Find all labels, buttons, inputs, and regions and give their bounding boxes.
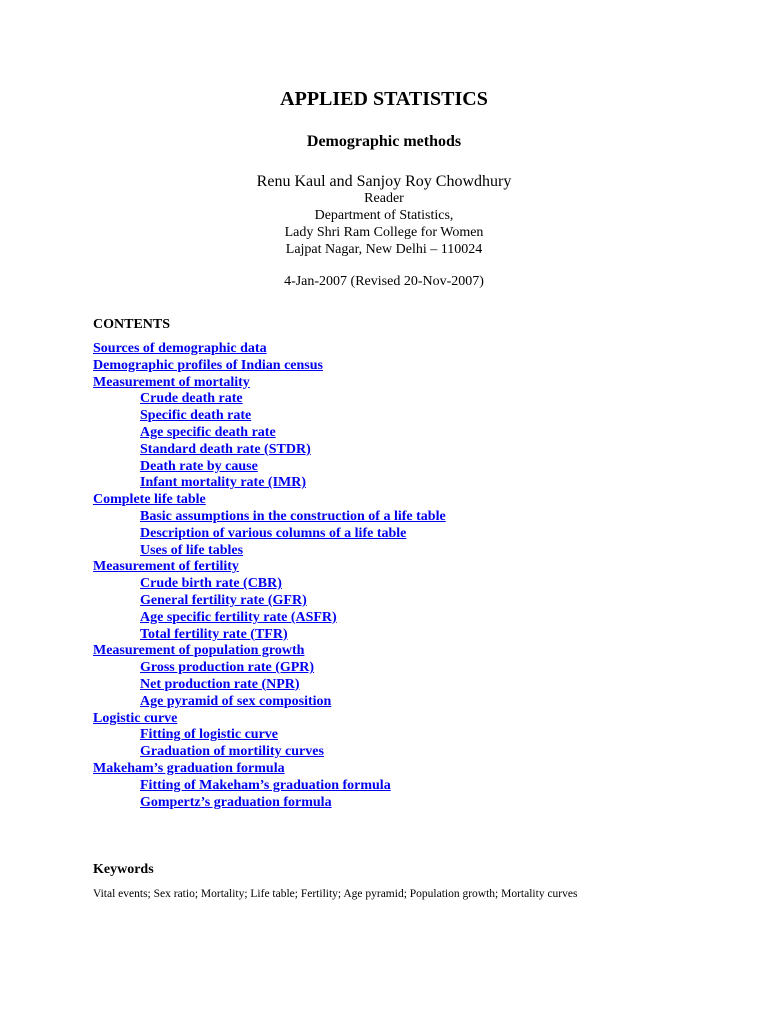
author-names: Renu Kaul and Sanjoy Roy Chowdhury — [256, 173, 512, 190]
document-subtitle: Demographic methods — [306, 133, 462, 150]
keywords-heading: Keywords — [93, 862, 154, 877]
toc-entry — [93, 375, 446, 392]
document-date: 4-Jan-2007 (Revised 20-Nov-2007) — [284, 274, 484, 289]
keywords-list: Vital events; Sex ratio; Mortality; Life table; Fertility; Age pyramid; Population growth; Mortality curves — [93, 888, 578, 900]
toc-section-link[interactable]: Logistic curve — [93, 710, 178, 726]
toc-subsection-link[interactable]: Graduation of mortility curves — [140, 744, 324, 760]
toc-section-link[interactable]: Measurement of population growth — [93, 643, 305, 659]
table-of-contents — [93, 341, 446, 811]
toc-entry — [93, 358, 446, 375]
toc-section-link[interactable]: Measurement of mortality — [93, 374, 250, 390]
toc-entry — [93, 391, 446, 408]
toc-entry — [93, 442, 446, 459]
author-affiliation — [0, 190, 768, 258]
toc-section-link[interactable]: Makeham’s graduation formula — [93, 760, 285, 776]
toc-entry — [93, 492, 446, 509]
toc-subsection-link[interactable]: Crude birth rate (CBR) — [140, 576, 282, 592]
toc-entry — [93, 576, 446, 593]
affiliation-address: Lajpat Nagar, New Delhi – 110024 — [285, 242, 483, 257]
toc-subsection-link[interactable]: Age specific death rate — [140, 424, 276, 440]
toc-entry — [93, 459, 446, 476]
toc-subsection-link[interactable]: Age specific fertility rate (ASFR) — [140, 609, 337, 625]
toc-entry — [93, 643, 446, 660]
toc-entry — [93, 559, 446, 576]
toc-subsection-link[interactable]: Fitting of logistic curve — [140, 727, 279, 743]
toc-subsection-link[interactable]: Total fertility rate (TFR) — [140, 626, 288, 642]
toc-entry — [93, 627, 446, 644]
toc-subsection-link[interactable]: Death rate by cause — [140, 458, 258, 474]
toc-entry — [93, 526, 446, 543]
toc-subsection-link[interactable]: General fertility rate (GFR) — [140, 592, 307, 608]
toc-entry — [93, 593, 446, 610]
toc-entry — [93, 408, 446, 425]
toc-section-link[interactable]: Demographic profiles of Indian census — [93, 357, 323, 373]
toc-entry — [93, 425, 446, 442]
toc-entry — [93, 610, 446, 627]
toc-entry — [93, 475, 446, 492]
toc-entry — [93, 744, 446, 761]
toc-subsection-link[interactable]: Gross production rate (GPR) — [140, 660, 315, 676]
toc-subsection-link[interactable]: Net production rate (NPR) — [140, 676, 300, 692]
toc-subsection-link[interactable]: Specific death rate — [140, 408, 252, 424]
toc-subsection-link[interactable]: Uses of life tables — [140, 542, 244, 558]
contents-heading: CONTENTS — [93, 317, 171, 332]
toc-subsection-link[interactable]: Description of various columns of a life table — [140, 525, 407, 541]
toc-entry — [93, 677, 446, 694]
toc-subsection-link[interactable]: Crude death rate — [140, 391, 243, 407]
toc-section-link[interactable]: Measurement of fertility — [93, 559, 239, 575]
toc-subsection-link[interactable]: Gompertz’s graduation formula — [140, 794, 332, 810]
toc-subsection-link[interactable]: Fitting of Makeham’s graduation formula — [140, 777, 391, 793]
toc-subsection-link[interactable]: Infant mortality rate (IMR) — [140, 475, 307, 491]
toc-subsection-link[interactable]: Basic assumptions in the construction of a life table — [140, 508, 446, 524]
toc-entry — [93, 711, 446, 728]
toc-entry — [93, 509, 446, 526]
affiliation-college: Lady Shri Ram College for Women — [284, 225, 484, 240]
toc-entry — [93, 660, 446, 677]
toc-section-link[interactable]: Sources of demographic data — [93, 341, 267, 356]
toc-entry — [93, 341, 446, 358]
toc-entry — [93, 543, 446, 560]
toc-entry — [93, 727, 446, 744]
affiliation-department: Department of Statistics, — [314, 208, 454, 223]
toc-entry — [93, 694, 446, 711]
toc-subsection-link[interactable]: Standard death rate (STDR) — [140, 441, 311, 457]
toc-entry — [93, 761, 446, 778]
document-title: APPLIED STATISTICS — [280, 88, 488, 110]
affiliation-position: Reader — [364, 191, 404, 206]
toc-entry — [93, 778, 446, 795]
toc-subsection-link[interactable]: Age pyramid of sex composition — [140, 693, 332, 709]
toc-section-link[interactable]: Complete life table — [93, 492, 206, 508]
toc-entry — [93, 795, 446, 812]
